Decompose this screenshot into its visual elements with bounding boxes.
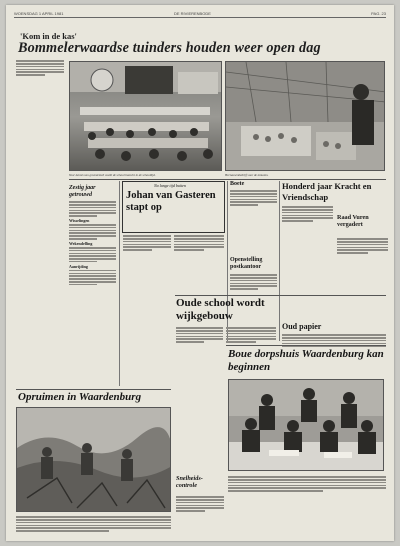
text-line [230,201,277,203]
text-line [230,277,277,279]
text-line [69,201,116,203]
text-line [230,190,277,192]
text-line [282,209,333,211]
running-header-paper: DE RIVIERENBODE [174,11,211,16]
text-line [123,235,171,237]
text-line [228,485,386,487]
text-line [174,244,224,246]
text-line [226,327,276,329]
text-line [69,230,116,232]
text-line [230,288,258,290]
text-line [123,241,171,243]
text-line [337,238,388,240]
gasteren-text [123,234,171,384]
greenhouse-tomatoes-photo [225,61,385,171]
text-line [226,333,276,335]
text-line [16,63,64,65]
text-line [174,241,224,243]
divider [279,181,280,341]
divider [226,345,386,346]
text-line [282,217,333,219]
text-line [176,333,223,335]
text-line [69,281,116,283]
text-line [228,487,386,489]
text-line [230,274,277,276]
cleanup-photo [16,407,171,512]
text-line [226,341,256,343]
running-header-page: PAG. 23 [371,11,386,16]
text-line [337,241,388,243]
text-line [337,247,388,249]
divider [69,179,386,180]
text-line [228,479,386,481]
oud-papier-headline: Oud papier [282,322,322,331]
text-line [69,253,116,255]
lead-headline: Bommelerwaardse tuinders houden weer open dag [18,40,321,56]
raad-headline: Raad Vuren vergadert [337,214,369,229]
cleanup-text [16,515,171,539]
text-line [69,273,116,275]
honderd-jaar-headline: Honderd jaar Kracht en Vriendschap [282,181,372,202]
text-line [176,502,224,504]
boue-headline: Boue dorpshuis Waardenburg kan beginnen [228,348,384,373]
subhead-wisselingen: Wisselingen [69,217,90,223]
boete-text [230,189,277,249]
text-line [282,212,333,214]
text-line [282,220,313,222]
text-line [16,69,64,71]
text-line [228,482,386,484]
raad-text [337,237,388,332]
gasteren-kicker: Na lange tijd buiten [154,183,186,188]
text-line [176,341,204,343]
gasteren-headline: Johan van Gasteren stapt op [126,190,216,213]
text-line [16,530,109,532]
text-line [176,507,224,509]
lead-text-column [16,59,64,404]
text-line [337,244,388,246]
text-line [16,516,171,518]
text-line [69,235,116,237]
text-line [230,283,277,285]
filler-text [16,60,64,76]
text-line [69,255,116,257]
running-header-date: WOENSDAG 1 APRIL 1981 [14,11,64,16]
text-line [176,510,205,512]
text-line [337,249,388,251]
subhead-wekendelling: Wekendelling [69,240,93,246]
text-line [16,527,171,529]
photo-caption-right: Het kassenbedrijf voor de tomaten. [225,173,269,177]
text-line [230,193,277,195]
text-line [226,338,276,340]
zestig-jaar-headline: Zestig jaar getrouwd [69,185,96,198]
text-line [16,522,171,524]
text-line [226,330,276,332]
oude-school-text [176,326,223,446]
text-line [16,74,45,76]
divider [119,181,120,386]
text-line [176,499,224,501]
text-line [69,215,97,217]
text-line [176,338,223,340]
text-line [69,270,116,272]
text-line [282,215,333,217]
text-line [69,227,116,229]
text-line [228,476,386,478]
text-line [174,246,224,248]
boete-headline: Boete [230,181,245,187]
text-line [69,258,116,260]
text-line [69,238,97,240]
subhead-aanrijding: Aanrijding [69,263,88,269]
text-line [16,519,171,521]
text-line [228,490,323,492]
boue-text [228,475,386,535]
text-line [230,204,258,206]
snelheid-text [176,495,224,539]
text-line [174,249,204,251]
text-line [123,246,171,248]
photo-caption-left: Voor kennis van groenteteelt wordt de school bezocht in de schooltijd. [69,173,156,177]
text-line [176,330,223,332]
postkantoor-headline: Openstelling postkantoor [230,257,263,270]
greenhouse-school-photo [69,61,222,171]
honderd-jaar-text [282,205,333,315]
text-line [123,238,171,240]
divider [175,295,386,296]
text-line [69,204,116,206]
text-line [69,275,116,277]
oude-school-headline: Oude school wordt wijkgebouw [176,297,265,322]
running-header [14,10,386,18]
text-line [16,66,64,68]
text-line [123,249,152,251]
text-line [69,278,116,280]
meeting-photo [228,379,384,471]
opruimen-headline: Opruimen in Waardenburg [18,391,142,403]
text-line [69,250,116,252]
text-line [230,280,277,282]
text-line [282,206,333,208]
text-line [337,252,368,254]
text-line [123,244,171,246]
text-line [16,525,171,527]
text-line [174,235,224,237]
text-line [230,199,277,201]
text-line [69,224,116,226]
text-line [16,60,64,62]
text-line [69,212,116,214]
text-line [176,496,224,498]
text-line [282,340,386,342]
text-line [230,285,277,287]
text-line [69,210,116,212]
text-line [282,334,386,336]
text-line [16,71,64,73]
lead-kicker: 'Kom in de kas' [20,31,77,41]
divider [16,389,171,390]
text-line [69,232,116,234]
text-line [226,336,276,338]
text-line [69,207,116,209]
text-line [282,337,386,339]
text-line [69,247,116,249]
newspaper-page [6,5,394,541]
snelheid-headline: Snelheids- controle [176,475,203,490]
text-line [69,284,97,286]
text-line [176,327,223,329]
text-line [174,238,224,240]
text-line [176,505,224,507]
text-line [69,261,97,263]
text-line [230,196,277,198]
text-line [176,336,223,338]
text-line [282,343,386,345]
